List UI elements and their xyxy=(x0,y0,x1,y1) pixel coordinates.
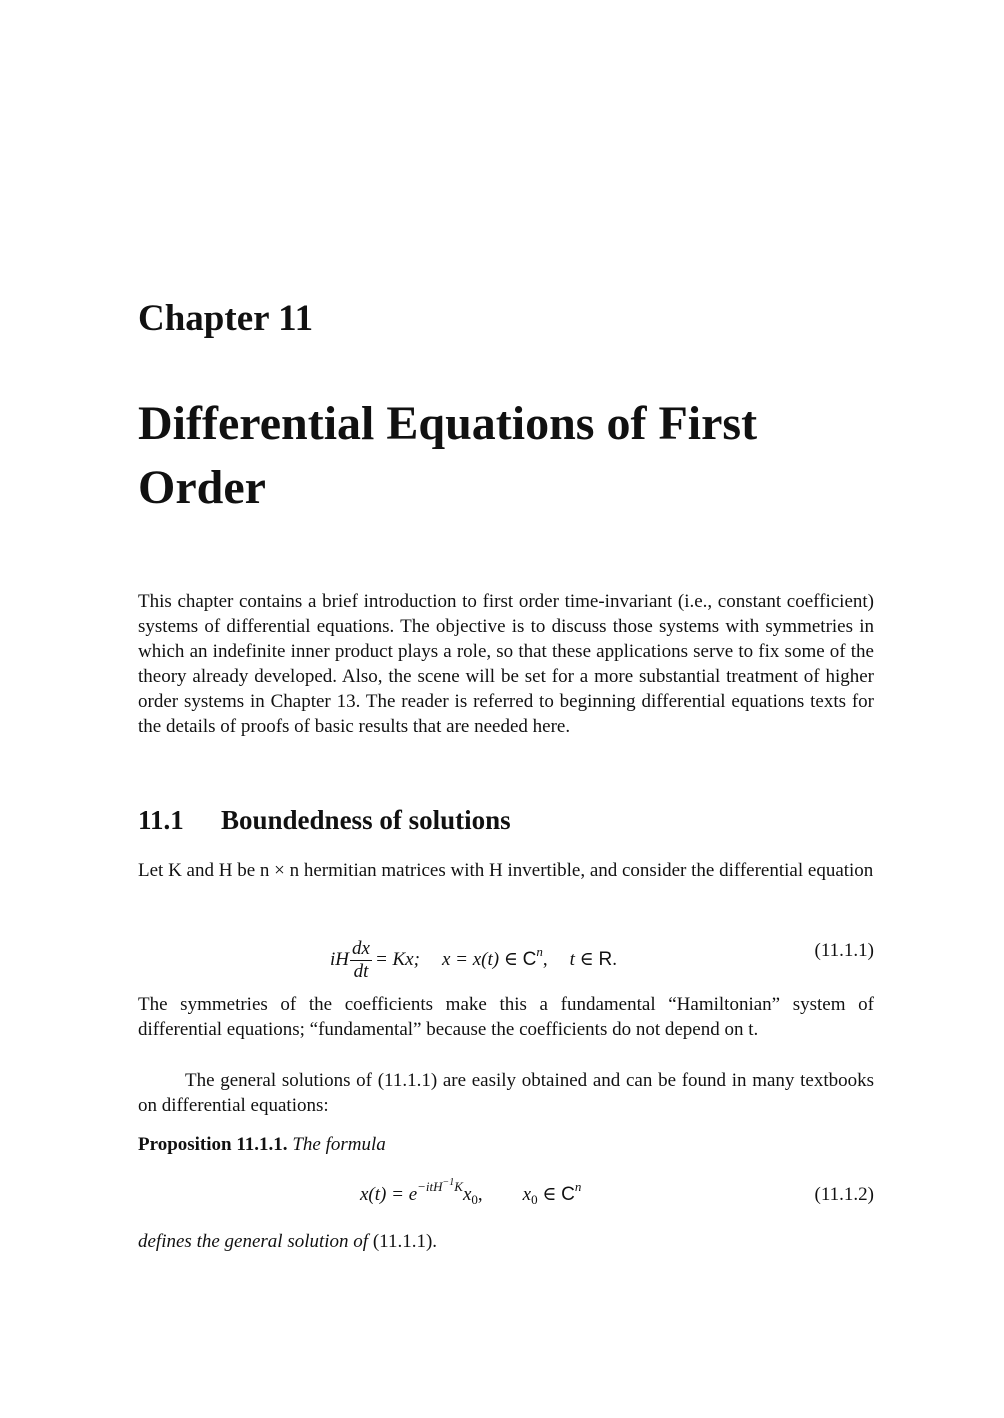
section-title: Boundedness of solutions xyxy=(221,805,511,835)
eq-lhs: x(t) = e xyxy=(360,1184,418,1205)
eq-state: x = x(t) ∈ xyxy=(441,948,523,970)
eq-comma: , xyxy=(477,1184,483,1205)
equation-number: (11.1.1) xyxy=(814,940,874,961)
exponent-base: −itH xyxy=(417,1179,443,1194)
real-set: R xyxy=(598,948,613,970)
chapter-title: Differential Equations of First Order xyxy=(138,397,758,514)
section-number: 11.1 xyxy=(138,805,184,835)
dimension-superscript: n xyxy=(536,943,543,959)
equation-reference: (11.1.1). xyxy=(372,1231,438,1252)
dimension-superscript: n xyxy=(574,1179,582,1194)
eq-comma: , xyxy=(542,948,548,970)
eq-lhs: iH xyxy=(330,948,349,970)
exponent xyxy=(417,1179,463,1194)
body-paragraph-2: The symmetries of the coefficients make this a fundamental “Hamiltonian” system of differential equations; “fundamental” because the coefficients do not depend on t. xyxy=(138,994,874,1040)
exponent-end: K xyxy=(454,1179,463,1194)
derivative-fraction xyxy=(350,938,372,983)
body-paragraph-3: The general solutions of (11.1.1) are easily obtained and can be found in many textbooks on differential equations: xyxy=(138,1070,874,1116)
equation-11-1-1 xyxy=(138,926,874,982)
body-paragraph-1: Let K and H be n × n hermitian matrices with H invertible, and consider the differential equation xyxy=(138,860,874,881)
eq-period: . xyxy=(612,948,617,970)
fraction-numerator: dx xyxy=(352,938,370,959)
closing-line xyxy=(138,1229,874,1254)
initial-subscript: 0 xyxy=(531,1192,538,1207)
chapter-label: Chapter 11 xyxy=(138,298,314,339)
eq-rhs: = Kx; xyxy=(374,948,420,970)
inverse-superscript: −1 xyxy=(442,1177,455,1188)
eq-time: t ∈ xyxy=(569,948,599,970)
var-subscript: 0 xyxy=(471,1192,478,1207)
eq-initial: x xyxy=(522,1184,532,1205)
equation-11-1-2 xyxy=(138,1177,874,1211)
complex-set: C xyxy=(561,1184,575,1205)
intro-paragraph: This chapter contains a brief introduction to first order time-invariant (i.e., constant coefficient) systems of differential equations. The objective is to discuss those systems with symmetries in which an indefinite inner product plays a role, so that these applications serve to fix some of the theory already developed. Also, the scene will be set for a more substantial treatment of higher order systems in Chapter 13. The reader is referred to beginning differential equations texts for the details of proofs of basic results that are needed here. xyxy=(138,591,874,737)
equation-body xyxy=(330,938,617,983)
complex-set: C xyxy=(522,948,537,970)
eq-var: x xyxy=(462,1184,472,1205)
closing-text: defines the general solution of xyxy=(138,1231,369,1252)
proposition-label: Proposition 11.1.1. xyxy=(138,1134,288,1155)
proposition xyxy=(138,1132,874,1157)
equation-body xyxy=(360,1177,582,1207)
proposition-text: The formula xyxy=(292,1134,386,1155)
eq-in: ∈ xyxy=(537,1184,562,1205)
section-heading xyxy=(138,803,511,837)
fraction-denominator: dt xyxy=(353,961,369,982)
equation-number: (11.1.2) xyxy=(814,1184,874,1205)
